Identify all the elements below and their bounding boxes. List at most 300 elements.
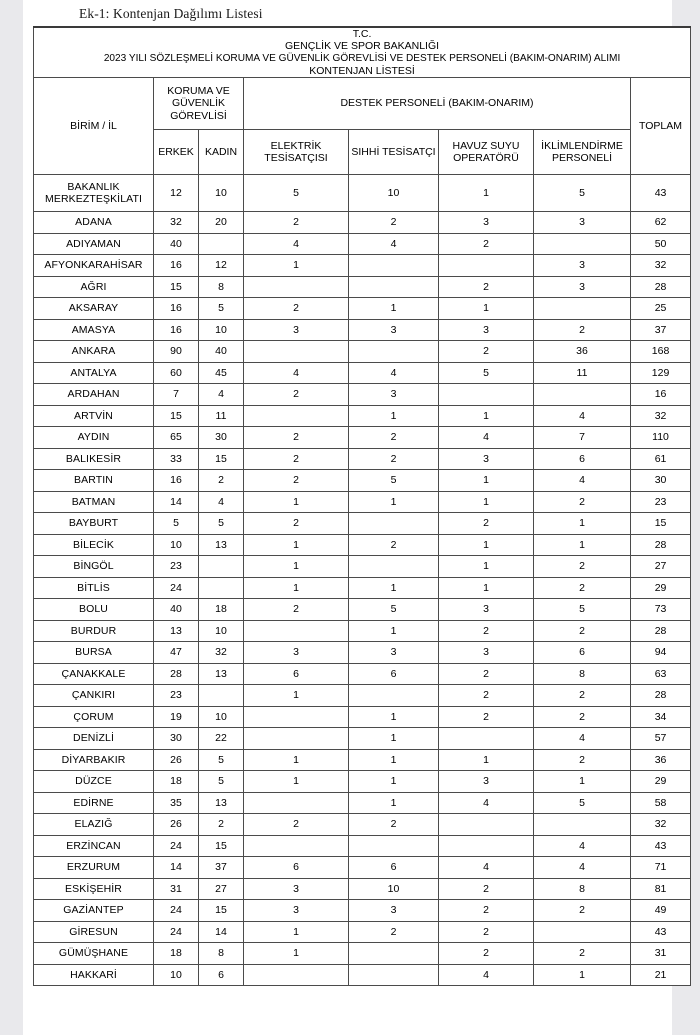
havuz-line-2: OPERATÖRÜ <box>453 152 519 165</box>
cell-erkek: 19 <box>154 706 199 728</box>
cell-iklim: 8 <box>534 663 631 685</box>
cell-kadin: 22 <box>199 728 244 750</box>
cell-toplam: 36 <box>631 749 691 771</box>
cell-iklim: 7 <box>534 427 631 449</box>
cell-elektrik: 2 <box>244 470 349 492</box>
masthead-row <box>34 27 691 78</box>
cell-kadin: 37 <box>199 857 244 879</box>
cell-iklim: 1 <box>534 964 631 986</box>
cell-kadin: 5 <box>199 298 244 320</box>
cell-birim-il-line: TEŞKİLATI <box>89 193 142 206</box>
cell-elektrik: 6 <box>244 857 349 879</box>
iklim-line-1: İKLİMLENDİRME <box>541 139 623 152</box>
cell-elektrik: 1 <box>244 749 349 771</box>
cell-birim-il: ERZİNCAN <box>34 835 154 857</box>
cell-toplam: 27 <box>631 556 691 578</box>
cell-birim-il: ARDAHAN <box>34 384 154 406</box>
cell-birim-il: GÜMÜŞHANE <box>34 943 154 965</box>
cell-sihhi: 2 <box>349 448 439 470</box>
table-row <box>34 448 691 470</box>
cell-sihhi: 2 <box>349 212 439 234</box>
cell-birim-il: BURSA <box>34 642 154 664</box>
kvg-line-1: KORUMA VE <box>167 84 230 97</box>
cell-kadin: 40 <box>199 341 244 363</box>
cell-birim-il: AFYONKARAHİSAR <box>34 255 154 277</box>
cell-havuz: 1 <box>439 556 534 578</box>
cell-birim-il: BOLU <box>34 599 154 621</box>
cell-sihhi <box>349 943 439 965</box>
cell-iklim: 2 <box>534 900 631 922</box>
cell-iklim: 3 <box>534 255 631 277</box>
cell-havuz: 2 <box>439 663 534 685</box>
masthead-line-4: KONTENJAN LİSTESİ <box>309 64 415 77</box>
cell-toplam: 37 <box>631 319 691 341</box>
cell-toplam: 43 <box>631 175 691 212</box>
cell-iklim: 6 <box>534 642 631 664</box>
cell-iklim: 5 <box>534 599 631 621</box>
cell-sihhi: 5 <box>349 599 439 621</box>
cell-havuz: 3 <box>439 212 534 234</box>
table-row <box>34 620 691 642</box>
cell-birim-il: ÇANKIRI <box>34 685 154 707</box>
table-row <box>34 319 691 341</box>
cell-sihhi: 4 <box>349 233 439 255</box>
table-row <box>34 857 691 879</box>
cell-kadin <box>199 577 244 599</box>
cell-kadin: 15 <box>199 900 244 922</box>
cell-toplam: 49 <box>631 900 691 922</box>
cell-havuz: 2 <box>439 620 534 642</box>
cell-birim-il-line: BAKANLIK MERKEZ <box>45 180 120 206</box>
cell-elektrik <box>244 964 349 986</box>
cell-birim-il: ÇANAKKALE <box>34 663 154 685</box>
cell-sihhi: 1 <box>349 405 439 427</box>
cell-toplam: 28 <box>631 620 691 642</box>
masthead-line-3: 2023 YILI SÖZLEŞMELİ KORUMA VE GÜVENLİK GÖREVLİSİ VE DESTEK PERSONELİ (BAKIM-ONARIM) ALIMI <box>103 52 621 64</box>
cell-toplam: 110 <box>631 427 691 449</box>
cell-iklim: 4 <box>534 470 631 492</box>
cell-iklim: 5 <box>534 792 631 814</box>
cell-iklim: 2 <box>534 706 631 728</box>
cell-kadin: 10 <box>199 319 244 341</box>
havuz-line-1: HAVUZ SUYU <box>452 139 520 152</box>
cell-toplam: 168 <box>631 341 691 363</box>
cell-sihhi: 1 <box>349 728 439 750</box>
cell-havuz: 2 <box>439 685 534 707</box>
cell-elektrik: 2 <box>244 384 349 406</box>
col-header-iklimlendirme-personeli <box>534 130 631 175</box>
cell-erkek: 18 <box>154 771 199 793</box>
cell-erkek: 33 <box>154 448 199 470</box>
cell-erkek: 15 <box>154 405 199 427</box>
cell-iklim: 1 <box>534 513 631 535</box>
cell-havuz: 2 <box>439 900 534 922</box>
cell-erkek: 15 <box>154 276 199 298</box>
table-row <box>34 792 691 814</box>
cell-sihhi <box>349 255 439 277</box>
cell-toplam: 61 <box>631 448 691 470</box>
cell-sihhi: 2 <box>349 427 439 449</box>
cell-iklim <box>534 233 631 255</box>
cell-birim-il: AĞRI <box>34 276 154 298</box>
cell-elektrik <box>244 620 349 642</box>
table-row <box>34 577 691 599</box>
cell-erkek: 65 <box>154 427 199 449</box>
cell-birim-il: ÇORUM <box>34 706 154 728</box>
cell-birim-il: BİNGÖL <box>34 556 154 578</box>
masthead-line-2: GENÇLİK VE SPOR BAKANLIĞI <box>285 40 440 53</box>
cell-toplam: 29 <box>631 577 691 599</box>
cell-elektrik: 2 <box>244 599 349 621</box>
cell-iklim: 3 <box>534 212 631 234</box>
cell-toplam: 32 <box>631 814 691 836</box>
cell-sihhi: 5 <box>349 470 439 492</box>
cell-elektrik <box>244 792 349 814</box>
cell-havuz: 1 <box>439 534 534 556</box>
cell-havuz: 2 <box>439 513 534 535</box>
cell-iklim <box>534 298 631 320</box>
cell-kadin: 4 <box>199 384 244 406</box>
cell-birim-il: ESKİŞEHİR <box>34 878 154 900</box>
kvg-line-2: GÜVENLİK <box>171 97 226 110</box>
col-header-havuz-suyu-operatoru <box>439 130 534 175</box>
cell-erkek: 14 <box>154 857 199 879</box>
col-header-koruma-guvenlik <box>154 78 244 130</box>
cell-birim-il: GAZİANTEP <box>34 900 154 922</box>
table-row <box>34 556 691 578</box>
cell-elektrik: 2 <box>244 814 349 836</box>
cell-toplam: 73 <box>631 599 691 621</box>
table-row <box>34 341 691 363</box>
table-row <box>34 298 691 320</box>
masthead-block <box>34 27 691 78</box>
cell-kadin: 12 <box>199 255 244 277</box>
cell-havuz <box>439 255 534 277</box>
col-header-birim-il: BİRİM / İL <box>34 78 154 175</box>
cell-havuz: 2 <box>439 276 534 298</box>
sihhi-line-1: SIHHİ <box>351 145 380 158</box>
cell-toplam: 57 <box>631 728 691 750</box>
cell-havuz: 3 <box>439 599 534 621</box>
cell-toplam: 81 <box>631 878 691 900</box>
cell-sihhi: 2 <box>349 534 439 556</box>
cell-erkek: 24 <box>154 577 199 599</box>
cell-elektrik: 1 <box>244 556 349 578</box>
cell-toplam: 32 <box>631 405 691 427</box>
table-row <box>34 427 691 449</box>
cell-havuz: 1 <box>439 405 534 427</box>
cell-elektrik: 3 <box>244 319 349 341</box>
col-header-sihhi-tesisatci <box>349 130 439 175</box>
cell-toplam: 28 <box>631 685 691 707</box>
cell-birim-il: ADIYAMAN <box>34 233 154 255</box>
cell-erkek: 30 <box>154 728 199 750</box>
cell-elektrik: 3 <box>244 642 349 664</box>
cell-havuz: 2 <box>439 706 534 728</box>
cell-sihhi: 3 <box>349 319 439 341</box>
cell-havuz: 3 <box>439 319 534 341</box>
cell-kadin: 15 <box>199 835 244 857</box>
cell-sihhi: 6 <box>349 857 439 879</box>
cell-erkek: 24 <box>154 921 199 943</box>
cell-kadin: 13 <box>199 534 244 556</box>
cell-kadin: 13 <box>199 792 244 814</box>
cell-toplam: 63 <box>631 663 691 685</box>
table-row <box>34 276 691 298</box>
cell-elektrik: 2 <box>244 427 349 449</box>
cell-iklim <box>534 384 631 406</box>
col-header-toplam: TOPLAM <box>631 78 691 175</box>
cell-kadin <box>199 556 244 578</box>
col-header-erkek: ERKEK <box>154 130 199 175</box>
table-row <box>34 362 691 384</box>
cell-kadin: 13 <box>199 663 244 685</box>
cell-iklim: 11 <box>534 362 631 384</box>
cell-sihhi: 10 <box>349 878 439 900</box>
table-row <box>34 513 691 535</box>
cell-iklim: 4 <box>534 728 631 750</box>
cell-elektrik <box>244 276 349 298</box>
cell-iklim: 4 <box>534 835 631 857</box>
cell-sihhi: 2 <box>349 814 439 836</box>
cell-sihhi: 2 <box>349 921 439 943</box>
cell-sihhi <box>349 964 439 986</box>
cell-elektrik: 2 <box>244 448 349 470</box>
cell-kadin: 2 <box>199 470 244 492</box>
cell-sihhi: 1 <box>349 298 439 320</box>
cell-sihhi: 1 <box>349 706 439 728</box>
cell-toplam: 71 <box>631 857 691 879</box>
cell-elektrik: 2 <box>244 298 349 320</box>
cell-sihhi <box>349 341 439 363</box>
cell-birim-il: BATMAN <box>34 491 154 513</box>
elektrik-line-2: TESİSATÇISI <box>264 152 328 165</box>
cell-elektrik: 1 <box>244 255 349 277</box>
document-page <box>23 0 683 1035</box>
cell-kadin: 15 <box>199 448 244 470</box>
cell-elektrik: 4 <box>244 233 349 255</box>
cell-erkek: 16 <box>154 470 199 492</box>
table-row <box>34 878 691 900</box>
cell-erkek: 60 <box>154 362 199 384</box>
cell-birim-il <box>34 175 154 212</box>
cell-toplam: 50 <box>631 233 691 255</box>
cell-iklim: 2 <box>534 943 631 965</box>
cell-iklim: 2 <box>534 491 631 513</box>
cell-iklim: 36 <box>534 341 631 363</box>
kontenjan-table <box>33 26 691 986</box>
cell-kadin: 10 <box>199 175 244 212</box>
table-row <box>34 964 691 986</box>
cell-kadin: 32 <box>199 642 244 664</box>
table-row <box>34 233 691 255</box>
cell-erkek: 10 <box>154 534 199 556</box>
cell-sihhi: 1 <box>349 792 439 814</box>
cell-havuz <box>439 835 534 857</box>
cell-toplam: 30 <box>631 470 691 492</box>
cell-erkek: 26 <box>154 814 199 836</box>
cell-erkek: 31 <box>154 878 199 900</box>
cell-iklim: 2 <box>534 577 631 599</box>
cell-sihhi <box>349 685 439 707</box>
cell-birim-il: AKSARAY <box>34 298 154 320</box>
table-row <box>34 405 691 427</box>
cell-elektrik: 1 <box>244 943 349 965</box>
cell-sihhi: 1 <box>349 491 439 513</box>
cell-sihhi <box>349 556 439 578</box>
cell-iklim: 2 <box>534 685 631 707</box>
cell-havuz: 1 <box>439 491 534 513</box>
table-row <box>34 491 691 513</box>
cell-elektrik: 1 <box>244 491 349 513</box>
cell-toplam: 28 <box>631 276 691 298</box>
cell-havuz: 3 <box>439 448 534 470</box>
cell-elektrik: 1 <box>244 685 349 707</box>
cell-kadin: 10 <box>199 706 244 728</box>
masthead-line-1: T.C. <box>352 28 372 40</box>
cell-birim-il: ERZURUM <box>34 857 154 879</box>
cell-sihhi: 3 <box>349 900 439 922</box>
cell-iklim <box>534 814 631 836</box>
cell-birim-il: DÜZCE <box>34 771 154 793</box>
cell-sihhi: 1 <box>349 620 439 642</box>
cell-toplam: 31 <box>631 943 691 965</box>
cell-erkek: 28 <box>154 663 199 685</box>
cell-elektrik: 1 <box>244 921 349 943</box>
cell-elektrik: 6 <box>244 663 349 685</box>
col-header-elektrik-tesisatcisi <box>244 130 349 175</box>
cell-elektrik: 1 <box>244 577 349 599</box>
kvg-line-3: GÖREVLİSİ <box>170 109 227 122</box>
table-row <box>34 771 691 793</box>
table-row <box>34 685 691 707</box>
cell-iklim <box>534 921 631 943</box>
document-caption: Ek-1: Kontenjan Dağılımı Listesi <box>79 6 263 21</box>
cell-havuz: 1 <box>439 749 534 771</box>
cell-havuz: 2 <box>439 341 534 363</box>
table-row <box>34 900 691 922</box>
cell-iklim: 6 <box>534 448 631 470</box>
cell-elektrik: 3 <box>244 878 349 900</box>
cell-kadin: 10 <box>199 620 244 642</box>
cell-sihhi <box>349 835 439 857</box>
cell-havuz: 1 <box>439 298 534 320</box>
cell-havuz <box>439 728 534 750</box>
cell-erkek: 26 <box>154 749 199 771</box>
sihhi-line-2: TESİSATÇI <box>382 145 436 158</box>
cell-kadin <box>199 685 244 707</box>
cell-havuz: 1 <box>439 577 534 599</box>
table-row <box>34 642 691 664</box>
cell-iklim: 4 <box>534 405 631 427</box>
cell-kadin: 5 <box>199 513 244 535</box>
table-row <box>34 921 691 943</box>
cell-toplam: 23 <box>631 491 691 513</box>
col-header-kadin: KADIN <box>199 130 244 175</box>
cell-sihhi <box>349 276 439 298</box>
cell-birim-il: DENİZLİ <box>34 728 154 750</box>
cell-birim-il: ARTVİN <box>34 405 154 427</box>
cell-birim-il: AMASYA <box>34 319 154 341</box>
cell-toplam: 58 <box>631 792 691 814</box>
cell-kadin: 45 <box>199 362 244 384</box>
cell-elektrik <box>244 341 349 363</box>
cell-elektrik <box>244 405 349 427</box>
cell-erkek: 5 <box>154 513 199 535</box>
cell-kadin: 5 <box>199 771 244 793</box>
cell-birim-il: BAYBURT <box>34 513 154 535</box>
table-row <box>34 706 691 728</box>
cell-erkek: 40 <box>154 599 199 621</box>
cell-erkek: 23 <box>154 685 199 707</box>
cell-birim-il: ADANA <box>34 212 154 234</box>
cell-sihhi: 1 <box>349 577 439 599</box>
cell-sihhi <box>349 513 439 535</box>
cell-elektrik: 2 <box>244 513 349 535</box>
cell-elektrik <box>244 835 349 857</box>
cell-erkek: 12 <box>154 175 199 212</box>
table-row <box>34 749 691 771</box>
cell-havuz: 4 <box>439 792 534 814</box>
cell-iklim: 3 <box>534 276 631 298</box>
cell-iklim: 1 <box>534 534 631 556</box>
cell-birim-il: HAKKARİ <box>34 964 154 986</box>
header-row-group <box>34 78 691 130</box>
cell-birim-il: ANKARA <box>34 341 154 363</box>
cell-sihhi: 3 <box>349 384 439 406</box>
cell-birim-il: GİRESUN <box>34 921 154 943</box>
cell-birim-il: ANTALYA <box>34 362 154 384</box>
table-row <box>34 470 691 492</box>
cell-havuz: 4 <box>439 964 534 986</box>
cell-birim-il: BALIKESİR <box>34 448 154 470</box>
cell-iklim: 2 <box>534 620 631 642</box>
cell-kadin <box>199 233 244 255</box>
cell-havuz <box>439 814 534 836</box>
cell-iklim: 1 <box>534 771 631 793</box>
col-header-destek-personeli: DESTEK PERSONELİ (BAKIM-ONARIM) <box>244 78 631 130</box>
cell-kadin: 8 <box>199 943 244 965</box>
cell-kadin: 2 <box>199 814 244 836</box>
cell-birim-il: ELAZIĞ <box>34 814 154 836</box>
cell-toplam: 15 <box>631 513 691 535</box>
cell-kadin: 4 <box>199 491 244 513</box>
cell-birim-il: BURDUR <box>34 620 154 642</box>
cell-birim-il: AYDIN <box>34 427 154 449</box>
cell-erkek: 47 <box>154 642 199 664</box>
cell-kadin: 11 <box>199 405 244 427</box>
cell-toplam: 28 <box>631 534 691 556</box>
cell-toplam: 21 <box>631 964 691 986</box>
cell-havuz: 4 <box>439 857 534 879</box>
cell-havuz: 3 <box>439 642 534 664</box>
table-row <box>34 255 691 277</box>
table-row <box>34 835 691 857</box>
cell-erkek: 10 <box>154 964 199 986</box>
cell-sihhi: 6 <box>349 663 439 685</box>
cell-havuz: 2 <box>439 943 534 965</box>
cell-iklim: 4 <box>534 857 631 879</box>
cell-kadin: 27 <box>199 878 244 900</box>
cell-toplam: 29 <box>631 771 691 793</box>
cell-birim-il: BARTIN <box>34 470 154 492</box>
cell-kadin: 14 <box>199 921 244 943</box>
cell-havuz: 2 <box>439 921 534 943</box>
cell-erkek: 13 <box>154 620 199 642</box>
cell-elektrik: 1 <box>244 771 349 793</box>
cell-sihhi: 1 <box>349 749 439 771</box>
elektrik-line-1: ELEKTRİK <box>270 139 322 152</box>
